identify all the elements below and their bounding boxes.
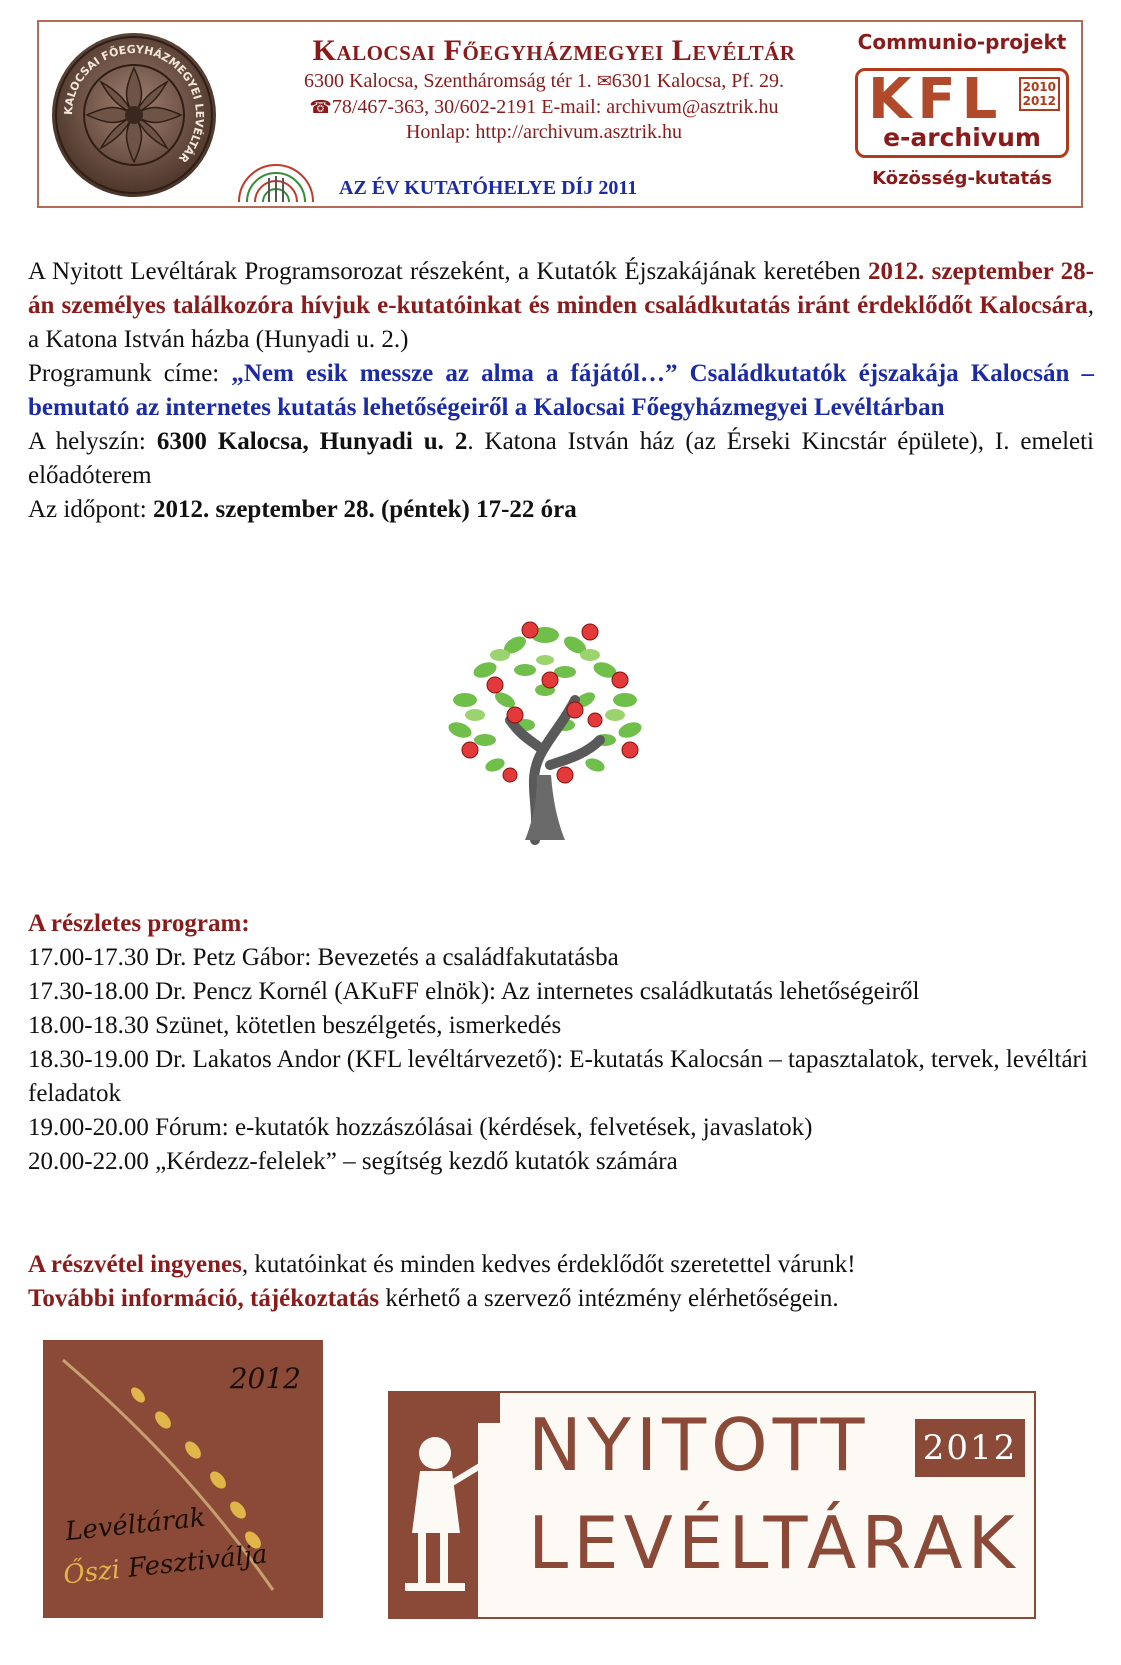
apple-tree-icon (425, 600, 665, 850)
telephone-icon: ☎ (309, 97, 332, 118)
program-item: 18.30-19.00 Dr. Lakatos Andor (KFL levéltárvezető): E-kutatás Kalocsán – tapasztalatok, tervek, levéltári feladatok (28, 1046, 1088, 1107)
intro-text (28, 255, 1094, 527)
program-heading: A részletes program: (28, 910, 250, 937)
archive-name: Kalocsai Főegyházmegyei Levéltár (312, 34, 796, 67)
info-line: További információ, tájékoztatás kérhető a szervező intézmény elérhetőségein. (28, 1285, 839, 1312)
letterhead (37, 20, 1083, 208)
kfl-frame (855, 68, 1069, 158)
award-text: AZ ÉV KUTATÓHELYE DÍJ 2011 (339, 177, 638, 199)
festival-line-2: Őszi Fesztiválja (61, 1539, 269, 1591)
girl-reading-icon (390, 1393, 500, 1617)
program-item: 18.00-18.30 Szünet, kötetlen beszélgetés, ismerkedés (28, 1012, 562, 1039)
date-line: Az időpont: 2012. szeptember 28. (péntek) 17-22 óra (28, 496, 577, 523)
archive-seal-icon (49, 30, 219, 200)
festival-year: 2012 (229, 1362, 301, 1395)
address-line: 6300 Kalocsa, Szentháromság tér 1. ✉6301 Kalocsa, Pf. 29. (304, 70, 784, 92)
program-title: Programunk címe: „Nem esik messze az alma a fájától…” Családkutatók éjszakája Kalocsán – bemutató az internetes kutatás lehetőségeiről a Kalocsai Főegyházmegyei Levéltárban (28, 360, 1094, 421)
project-name: Communio-projekt (857, 30, 1067, 54)
kfl-subtitle: e-archivum (883, 123, 1041, 152)
svg-text:KALOCSAI FŐEGYHÁZMEGYEI LEVÉLT: KALOCSAI FŐEGYHÁZMEGYEI LEVÉLTÁR (61, 42, 207, 166)
logo-bar (390, 1393, 500, 1617)
festival-line-1: Levéltárak (63, 1502, 207, 1548)
program-item: 19.00-20.00 Fórum: e-kutatók hozzászólásai (kérdések, felvetések, javaslatok) (28, 1114, 813, 1141)
logo-word-1: NYITOTT (528, 1403, 870, 1487)
kfl-logo (847, 28, 1077, 200)
open-archives-logo (388, 1391, 1036, 1619)
logo-word-2: LEVÉLTÁRAK (528, 1501, 1020, 1585)
homepage-line: Honlap: http://archivum.asztrik.hu (405, 121, 683, 143)
intro-paragraph: A Nyitott Levéltárak Programsorozat részeként, a Kutatók Éjszakájának keretében 2012. szeptember 28-án személyes találkozóra hívjuk e-kutatóinkat és minden családkutatás iránt érdeklődőt Kalocsára, a Katona István házba (Hunyadi u. 2.) (28, 258, 1094, 353)
kfl-years: 2010 2012 (1019, 77, 1060, 111)
logo-year: 2012 (915, 1419, 1025, 1477)
program-list (28, 907, 1094, 1179)
program-item: 17.00-17.30 Dr. Petz Gábor: Bevezetés a családfakutatásba (28, 944, 619, 971)
autumn-festival-logo (43, 1340, 323, 1618)
kfl-letters: KFL (868, 67, 1004, 132)
archive-building-icon (229, 158, 324, 206)
kfl-tagline: Közösség-kutatás (872, 168, 1052, 189)
program-item: 20.00-22.00 „Kérdezz-felelek” – segítség kezdő kutatók számára (28, 1148, 678, 1175)
phone-line: ☎78/467-363, 30/602-2191 E-mail: archivum@asztrik.hu (309, 96, 779, 118)
closing-text (28, 1248, 1094, 1316)
free-entry-line: A részvétel ingyenes, kutatóinkat és minden kedves érdeklődőt szeretettel várunk! (28, 1251, 856, 1278)
program-item: 17.30-18.00 Dr. Pencz Kornél (AKuFF elnök): Az internetes családkutatás lehetőségeiről (28, 978, 920, 1005)
envelope-icon: ✉ (596, 71, 612, 92)
venue-line: A helyszín: 6300 Kalocsa, Hunyadi u. 2. Katona István ház (az Érseki Kincstár épülete), I. emeleti előadóterem (28, 428, 1095, 489)
